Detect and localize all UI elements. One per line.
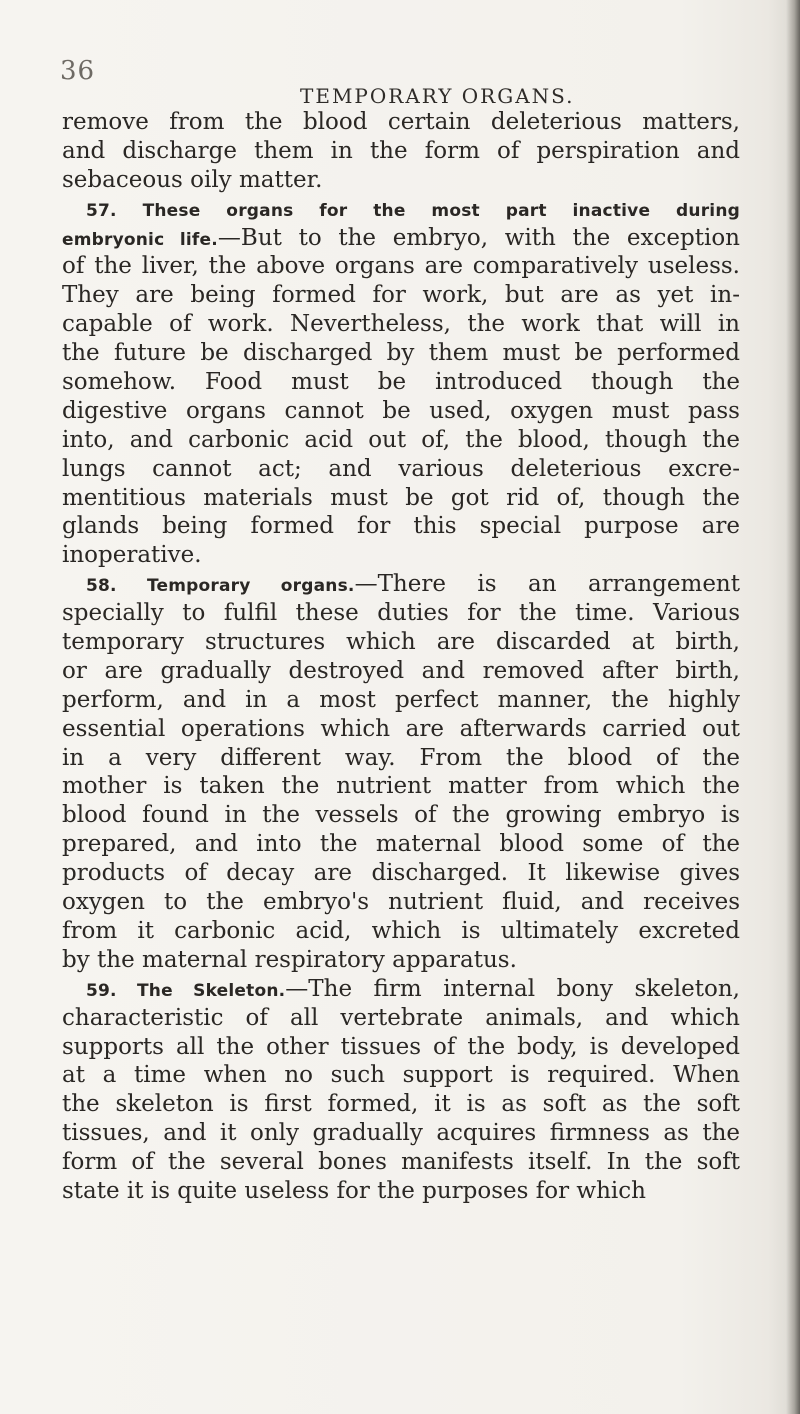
text-line (62, 455, 740, 484)
text-line (62, 166, 740, 195)
text-line (62, 772, 740, 801)
text-line (62, 686, 740, 715)
section-heading: 57. These organs for the most part inactive during (86, 200, 740, 221)
line-text: somehow. Food must be introduced though the (62, 369, 740, 396)
line-text: remove from the blood certain deleterious matters, (62, 109, 740, 135)
body-text (62, 108, 740, 1206)
text-line (62, 1090, 740, 1119)
line-text: in a very different way. From the blood of the (62, 744, 740, 771)
text-line (62, 628, 740, 657)
text-line (62, 252, 740, 281)
text-line (62, 137, 740, 166)
line-text: —There is an arrangement (354, 571, 740, 598)
page-edge-shadow (786, 0, 800, 1414)
text-line (62, 512, 740, 541)
line-text: the skeleton is first formed, it is as soft as the soft (62, 1091, 740, 1118)
line-text: of the liver, the above organs are comparatively useless. (62, 253, 740, 280)
line-text: lungs cannot act; and various deleterious excre- (62, 455, 740, 482)
line-text: sebaceous oily matter. (62, 166, 323, 193)
text-line (62, 657, 740, 686)
line-text: perform, and in a most perfect manner, the highly (62, 686, 740, 713)
line-text: —The firm internal bony skeleton, (285, 975, 740, 1002)
line-text: mentitious materials must be got rid of, though the (62, 484, 740, 511)
section-heading: 59. The Skeleton. (86, 980, 286, 1001)
line-text: tissues, and it only gradually acquires firmness as the (62, 1120, 740, 1147)
line-text: essential operations which are afterwards carried out (62, 715, 740, 742)
text-line (62, 195, 740, 224)
text-line (62, 108, 740, 137)
line-text: blood found in the vessels of the growing embryo is (62, 802, 740, 829)
text-line (62, 1148, 740, 1177)
text-line (62, 426, 740, 455)
line-text: mother is taken the nutrient matter from which the (62, 773, 740, 800)
text-line (62, 859, 740, 888)
line-text: inoperative. (62, 542, 202, 569)
line-text: and discharge them in the form of perspiration and (62, 137, 740, 164)
text-line (62, 1177, 740, 1206)
text-line (62, 801, 740, 830)
text-line (62, 339, 740, 368)
text-line (62, 484, 740, 513)
line-text: temporary structures which are discarded at birth, (62, 629, 740, 656)
line-text: state it is quite useless for the purposes for which (62, 1177, 646, 1204)
text-line (62, 224, 740, 253)
line-text: oxygen to the embryo's nutrient fluid, and receives (62, 889, 740, 916)
text-line (62, 715, 740, 744)
line-text: specially to fulfil these duties for the time. Various (62, 600, 740, 627)
line-text: characteristic of all vertebrate animals, and which (62, 1004, 740, 1031)
line-text: by the maternal respiratory apparatus. (62, 946, 517, 973)
text-line (62, 1004, 740, 1033)
text-line (62, 541, 740, 570)
page-number: 36 (60, 56, 96, 86)
text-line (62, 1061, 740, 1090)
text-line (62, 397, 740, 426)
line-text: —But to the embryo, with the exception (217, 224, 740, 251)
line-text: or are gradually destroyed and removed after birth, (62, 657, 740, 684)
text-line (62, 744, 740, 773)
text-line (62, 310, 740, 339)
line-text: supports all the other tissues of the body, is developed (62, 1033, 740, 1060)
section-heading: embryonic life. (62, 229, 218, 250)
line-text: at a time when no such support is required. When (62, 1062, 740, 1089)
line-text: into, and carbonic acid out of, the blood, though the (62, 426, 740, 453)
text-line (62, 1119, 740, 1148)
line-text: glands being formed for this special purpose are (62, 513, 740, 540)
text-line (62, 830, 740, 859)
text-line (62, 368, 740, 397)
text-line (62, 888, 740, 917)
line-text: products of decay are discharged. It likewise gives (62, 860, 740, 887)
text-line (62, 975, 740, 1004)
section-heading: 58. Temporary organs. (86, 576, 355, 597)
line-text: prepared, and into the maternal blood some of the (62, 831, 740, 858)
text-line (62, 281, 740, 310)
text-line (62, 570, 740, 599)
line-text: form of the several bones manifests itself. In the soft (62, 1149, 740, 1176)
line-text: the future be discharged by them must be performed (62, 340, 740, 367)
line-text: digestive organs cannot be used, oxygen must pass (62, 397, 740, 424)
line-text: from it carbonic acid, which is ultimately excreted (62, 917, 740, 944)
line-text: capable of work. Nevertheless, the work that will in (62, 311, 740, 338)
text-line (62, 917, 740, 946)
text-line (62, 946, 740, 975)
running-head: TEMPORARY ORGANS. (300, 84, 575, 108)
text-line (62, 1033, 740, 1062)
line-text: They are being formed for work, but are as yet in- (62, 282, 740, 309)
text-line (62, 599, 740, 628)
